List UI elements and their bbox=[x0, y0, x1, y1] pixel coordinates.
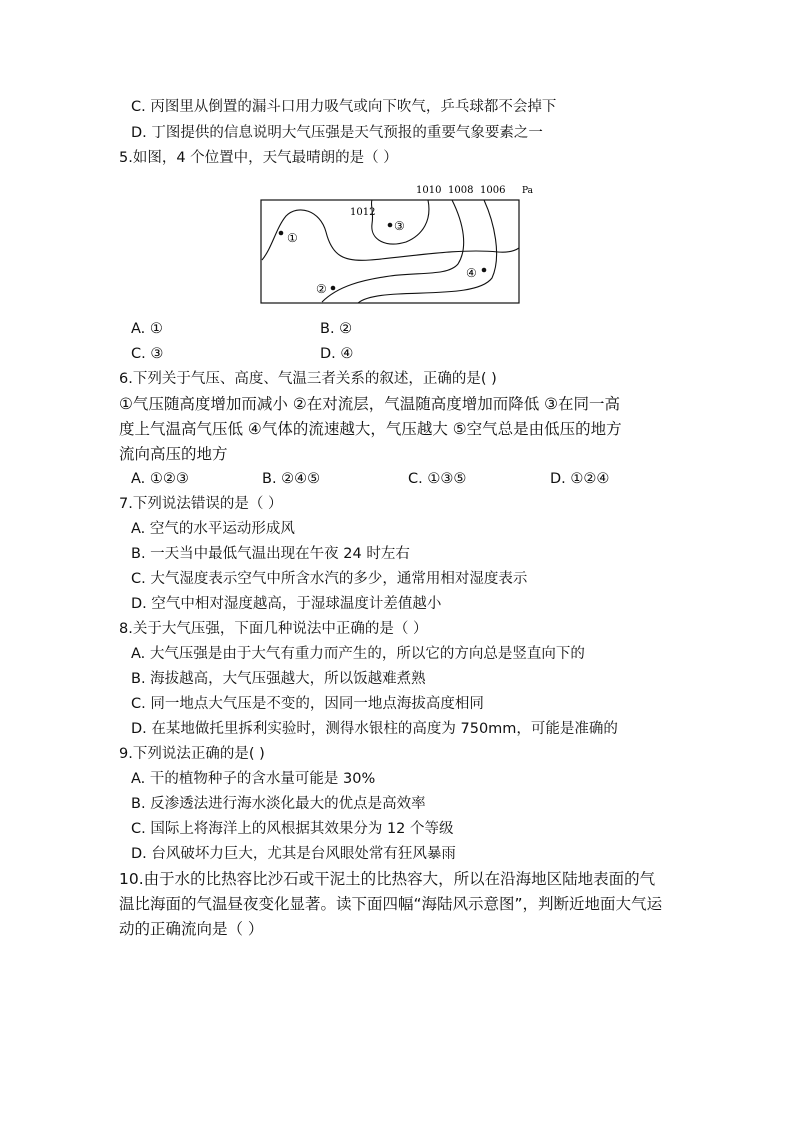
point-1-dot bbox=[279, 231, 284, 236]
q6-statement-line-3: 流向高压的地方 bbox=[119, 445, 228, 463]
q5-option-a: A. ① bbox=[131, 321, 163, 337]
q9-stem: 9.下列说法正确的是( ) bbox=[119, 746, 265, 762]
q8-stem: 8.关于大气压强，下面几种说法中正确的是（ ） bbox=[119, 621, 428, 637]
q6-statement-line-2: 度上气温高气压低 ④气体的流速越大，气压越大 ⑤空气总是由低压的地方 bbox=[119, 420, 622, 438]
q7-option-a: A. 空气的水平运动形成风 bbox=[131, 521, 295, 537]
isobar-label-1008: 1008 bbox=[448, 185, 474, 196]
q9-option-b: B. 反渗透法进行海水淡化最大的优点是高效率 bbox=[131, 796, 426, 812]
point-3-dot bbox=[388, 223, 393, 228]
isobar-label-1010: 1010 bbox=[416, 185, 442, 196]
q5-option-c: C. ③ bbox=[131, 346, 164, 362]
point-4-dot bbox=[482, 268, 487, 273]
q6-option-b: B. ②④⑤ bbox=[262, 471, 321, 487]
q5-option-b: B. ② bbox=[320, 321, 353, 337]
point-1-label: ① bbox=[287, 231, 298, 245]
q10-line-2: 温比海面的气温昼夜变化显著。读下面四幅“海陆风示意图”，判断近地面大气运 bbox=[119, 895, 663, 913]
q9-option-a: A. 干的植物种子的含水量可能是 30% bbox=[131, 771, 376, 787]
q8-option-a: A. 大气压强是由于大气有重力而产生的，所以它的方向总是竖直向下的 bbox=[131, 646, 585, 662]
q6-option-a: A. ①②③ bbox=[131, 471, 189, 487]
q7-stem: 7.下列说法错误的是（ ） bbox=[119, 496, 283, 512]
q10-line-3: 动的正确流向是（ ） bbox=[119, 920, 264, 938]
q8-option-b: B. 海拔越高，大气压强越大，所以饭越难煮熟 bbox=[131, 671, 426, 687]
q8-option-c: C. 同一地点大气压是不变的，因同一地点海拔高度相同 bbox=[131, 696, 484, 712]
point-2-label: ② bbox=[316, 282, 327, 296]
q8-option-d: D. 在某地做托里拆利实验时，测得水银柱的高度为 750mm，可能是准确的 bbox=[131, 721, 618, 737]
q9-option-d: D. 台风破坏力巨大，尤其是台风眼处常有狂风暴雨 bbox=[131, 846, 456, 862]
point-3-label: ③ bbox=[394, 219, 405, 233]
pressure-unit-label: Pa bbox=[522, 186, 534, 196]
isobar-map-figure bbox=[258, 180, 534, 306]
isobar-label-1006: 1006 bbox=[480, 185, 506, 196]
q5-stem: 5.如图，4 个位置中，天气最晴朗的是（ ） bbox=[119, 150, 398, 166]
q6-stem: 6.下列关于气压、高度、气温三者关系的叙述，正确的是( ) bbox=[119, 371, 497, 387]
q10-line-1: 10.由于水的比热容比沙石或干泥土的比热容大，所以在沿海地区陆地表面的气 bbox=[119, 870, 656, 888]
point-2-dot bbox=[331, 286, 336, 291]
q9-option-c: C. 国际上将海洋上的风根据其效果分为 12 个等级 bbox=[131, 821, 454, 837]
isobar-label-1012: 1012 bbox=[350, 207, 376, 218]
q5-option-d: D. ④ bbox=[320, 346, 354, 362]
q4-option-d: D. 丁图提供的信息说明大气压强是天气预报的重要气象要素之一 bbox=[131, 125, 543, 141]
isobar-map bbox=[258, 180, 534, 306]
isobar-1012 bbox=[262, 210, 519, 260]
q6-option-d: D. ①②④ bbox=[550, 471, 610, 487]
isobar-1008 bbox=[322, 200, 464, 302]
q7-option-d: D. 空气中相对湿度越高，于湿球温度计差值越小 bbox=[131, 596, 442, 612]
q4-option-c: C. 丙图里从倒置的漏斗口用力吸气或向下吹气，乒乓球都不会掉下 bbox=[131, 99, 557, 115]
point-4-label: ④ bbox=[466, 266, 477, 280]
q6-option-c: C. ①③⑤ bbox=[408, 471, 467, 487]
q6-statement-line-1: ①气压随高度增加而减小 ②在对流层，气温随高度增加而降低 ③在同一高 bbox=[119, 395, 621, 413]
q7-option-b: B. 一天当中最低气温出现在午夜 24 时左右 bbox=[131, 546, 410, 562]
q7-option-c: C. 大气湿度表示空气中所含水汽的多少，通常用相对湿度表示 bbox=[131, 571, 528, 587]
